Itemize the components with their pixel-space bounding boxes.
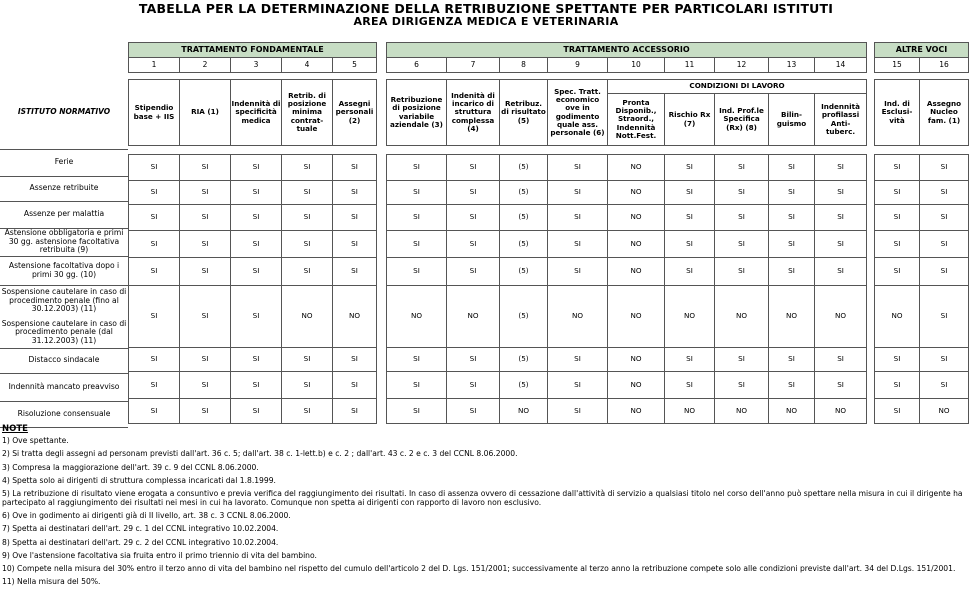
table-cell: SI <box>282 348 333 372</box>
table-cell: SI <box>548 181 608 205</box>
column-header: Indenità di incarico di struttura complessa (4) <box>447 80 500 146</box>
table-cell: SI <box>129 231 180 258</box>
table-row <box>875 258 969 286</box>
table-row <box>387 348 867 372</box>
column-number: 8 <box>500 58 548 73</box>
note-item: 1) Ove spettante. <box>2 436 69 446</box>
table-cell: SI <box>715 181 769 205</box>
spacer <box>129 73 377 80</box>
table-cell: (5) <box>500 231 548 258</box>
row-label: Sospensione cautelare in caso di procedimento penale (fino al 30.12.2003) (11) <box>1 287 127 313</box>
table-cell: SI <box>129 348 180 372</box>
table-cell: (5) <box>500 348 548 372</box>
table-cell: SI <box>665 348 715 372</box>
table-cell: SI <box>815 372 867 399</box>
table-cell: (5) <box>500 258 548 286</box>
table-cell: SI <box>769 181 815 205</box>
table-cell: SI <box>920 372 969 399</box>
table-cell: (5) <box>500 372 548 399</box>
table-cell: SI <box>333 258 377 286</box>
table-row <box>129 258 377 286</box>
table-cell: SI <box>282 231 333 258</box>
column-number: 13 <box>769 58 815 73</box>
table-cell: SI <box>180 231 231 258</box>
trattamento-accessorio-block <box>386 42 867 424</box>
table-cell: NO <box>447 286 500 348</box>
note-item: 7) Spetta ai destinatari dell'art. 29 c. 1 del CCNL integrativo 10.02.2004. <box>2 524 279 534</box>
table-cell: SI <box>769 155 815 181</box>
table-cell: SI <box>180 399 231 424</box>
table-cell: SI <box>282 155 333 181</box>
table-cell: SI <box>769 231 815 258</box>
table-row <box>129 231 377 258</box>
table-row <box>129 348 377 372</box>
column-header: Retribuz. di risultato (5) <box>500 80 548 146</box>
table-cell: SI <box>769 348 815 372</box>
table-cell: SI <box>231 205 282 231</box>
table-cell: SI <box>333 155 377 181</box>
column-header: Ind. di Esclusi-vità <box>875 80 920 146</box>
notes-title: NOTE <box>2 424 28 434</box>
column-header: Assegno Nucleo fam. (1) <box>920 80 969 146</box>
table-cell: SI <box>875 205 920 231</box>
table-cell: SI <box>231 258 282 286</box>
table-cell: (5) <box>500 205 548 231</box>
column-number: 5 <box>333 58 377 73</box>
table-row <box>129 372 377 399</box>
table-cell: SI <box>129 399 180 424</box>
row-label: Indennità mancato preavviso <box>8 381 120 391</box>
table-row <box>875 399 969 424</box>
table-cell: SI <box>180 372 231 399</box>
table-row <box>387 286 867 348</box>
spacer <box>387 73 867 80</box>
table-cell: SI <box>875 231 920 258</box>
table-cell: SI <box>875 258 920 286</box>
table-cell: NO <box>608 155 665 181</box>
row-label: Astensione obbligatoria e primi 30 gg. astensione facoltativa retribuita (9) <box>4 228 124 255</box>
table-row <box>875 286 969 348</box>
table-cell: NO <box>665 399 715 424</box>
table-cell: NO <box>282 286 333 348</box>
spacer <box>387 146 867 155</box>
table-cell: SI <box>333 205 377 231</box>
table-cell: NO <box>387 286 447 348</box>
table-cell: SI <box>387 181 447 205</box>
table-row <box>875 231 969 258</box>
table-cell: SI <box>129 286 180 348</box>
column-number: 6 <box>387 58 447 73</box>
row-label: Ferie <box>54 157 74 167</box>
table-cell: SI <box>231 348 282 372</box>
table-cell: NO <box>548 286 608 348</box>
table-cell: NO <box>715 286 769 348</box>
trattamento-fondamentale-block <box>128 42 377 424</box>
table-cell: SI <box>231 372 282 399</box>
table-cell: NO <box>608 231 665 258</box>
table-cell: SI <box>129 258 180 286</box>
note-item: 5) La retribuzione di risultato viene erogata a consuntivo e previa verifica del raggiungimento dei risultati. In caso di assenza ovvero di cessazione dall'attività di servizio a qualsiasi titolo nel corso dell'anno può spettare nella misura in cui il dirigente ha partecipato al raggiungimento dei risultati nei mesi in cui ha lavorato. Comunque non spetta ai dirigenti con rapporto di lavoro non esclusivo. <box>2 489 963 507</box>
column-header: RIA (1) <box>180 80 231 146</box>
column-header: Ind. Prof.le Specifica (Rx) (8) <box>715 94 769 146</box>
table-cell: SI <box>815 181 867 205</box>
column-number: 1 <box>129 58 180 73</box>
table-cell: SI <box>920 181 969 205</box>
table-cell: SI <box>333 231 377 258</box>
table-cell: SI <box>129 372 180 399</box>
table-cell: NO <box>769 286 815 348</box>
table-cell: SI <box>548 155 608 181</box>
row-label: Risoluzione consensuale <box>17 408 111 418</box>
table-cell: SI <box>387 258 447 286</box>
column-number: 11 <box>665 58 715 73</box>
table-cell: SI <box>815 231 867 258</box>
table-cell: SI <box>920 348 969 372</box>
note-item: 4) Spetta solo ai dirigenti di struttura complessa incaricati dal 1.8.1999. <box>2 475 276 485</box>
table-cell: SI <box>447 348 500 372</box>
group-header: TRATTAMENTO ACCESSORIO <box>387 43 867 58</box>
table-row <box>387 231 867 258</box>
table-cell: SI <box>920 286 969 348</box>
column-number: 7 <box>447 58 500 73</box>
column-header: Indennità profilassi Anti- tuberc. <box>815 94 867 146</box>
column-number: 16 <box>920 58 969 73</box>
table-cell: NO <box>500 399 548 424</box>
table-cell: SI <box>548 205 608 231</box>
table-cell: NO <box>715 399 769 424</box>
table-cell: SI <box>231 399 282 424</box>
table-cell: NO <box>608 286 665 348</box>
table-cell: SI <box>875 372 920 399</box>
table-cell: SI <box>129 155 180 181</box>
data-table <box>128 42 377 424</box>
table-cell: (5) <box>500 155 548 181</box>
table-cell: SI <box>387 231 447 258</box>
table-cell: NO <box>608 399 665 424</box>
column-number: 9 <box>548 58 608 73</box>
table-cell: NO <box>815 286 867 348</box>
column-number: 15 <box>875 58 920 73</box>
table-row <box>387 372 867 399</box>
row-label: Assenze retribuite <box>29 183 99 193</box>
table-cell: SI <box>715 231 769 258</box>
column-header: Spec. Tratt. economico ove in godimento quale ass. personale (6) <box>548 80 608 146</box>
table-cell: SI <box>548 231 608 258</box>
table-cell: SI <box>387 399 447 424</box>
note-item: 8) Spetta ai destinatari dell'art. 29 c. 2 del CCNL integrativo 10.02.2004. <box>2 537 279 547</box>
note-item: 11) Nella misura del 50%. <box>2 577 101 587</box>
table-cell: SI <box>447 258 500 286</box>
page-subtitle: AREA DIRIGENZA MEDICA E VETERINARIA <box>353 15 619 28</box>
table-cell: NO <box>608 181 665 205</box>
table-cell: SI <box>282 205 333 231</box>
spacer <box>875 146 969 155</box>
table-cell: SI <box>387 155 447 181</box>
note-item: 3) Compresa la maggiorazione dell'art. 39 c. 9 del CCNL 8.06.2000. <box>2 462 259 472</box>
table-cell: SI <box>875 399 920 424</box>
table-row <box>387 181 867 205</box>
notes-section <box>2 424 968 592</box>
table-cell: SI <box>715 372 769 399</box>
table-cell: (5) <box>500 181 548 205</box>
column-header: Retribuzione di posizione variabile aziendale (3) <box>387 80 447 146</box>
table-cell: SI <box>548 348 608 372</box>
table-cell: SI <box>715 348 769 372</box>
table-cell: SI <box>180 258 231 286</box>
table-row <box>129 205 377 231</box>
table-cell: SI <box>447 231 500 258</box>
table-cell: SI <box>665 205 715 231</box>
column-number: 10 <box>608 58 665 73</box>
table-cell: NO <box>665 286 715 348</box>
table-cell: SI <box>333 348 377 372</box>
table-cell: SI <box>129 181 180 205</box>
table-cell: SI <box>920 205 969 231</box>
table-cell: SI <box>180 155 231 181</box>
table-cell: (5) <box>500 286 548 348</box>
note-item: 6) Ove in godimento ai dirigenti già di II livello, art. 38 c. 3 CCNL 8.06.2000. <box>2 511 291 521</box>
table-row <box>387 205 867 231</box>
table-cell: SI <box>769 372 815 399</box>
table-cell: SI <box>548 372 608 399</box>
note-item: 2) Si tratta degli assegni ad personam previsti dall'art. 36 c. 5; dall'art. 38 c. 1-lett.b) e c. 2 ; dall'art. 43 c. 2 e c. 3 del CCNL 8.06.2000. <box>2 449 518 459</box>
table-cell: NO <box>608 348 665 372</box>
table-cell: SI <box>333 372 377 399</box>
spacer <box>875 73 969 80</box>
row-label: Assenze per malattia <box>23 209 105 219</box>
notes-list <box>2 437 968 587</box>
table-cell: SI <box>333 181 377 205</box>
table-cell: SI <box>180 181 231 205</box>
table-cell: SI <box>715 205 769 231</box>
table-cell: NO <box>608 372 665 399</box>
table-cell: SI <box>387 372 447 399</box>
table-cell: SI <box>231 181 282 205</box>
table-cell: SI <box>769 258 815 286</box>
column-header: Bilin-guismo <box>769 94 815 146</box>
table-cell: NO <box>920 399 969 424</box>
table-row <box>387 399 867 424</box>
table-cell: SI <box>665 258 715 286</box>
table-cell: SI <box>180 348 231 372</box>
column-number: 14 <box>815 58 867 73</box>
table-cell: SI <box>231 286 282 348</box>
table-cell: SI <box>447 372 500 399</box>
table-cell: SI <box>231 231 282 258</box>
group-header: TRATTAMENTO FONDAMENTALE <box>129 43 377 58</box>
column-header: Pronta Disponib., Straord., Indennità Nott.Fest. <box>608 94 665 146</box>
column-header: Rischio Rx (7) <box>665 94 715 146</box>
table-cell: SI <box>665 181 715 205</box>
row-label: Astensione facoltativa dopo i primi 30 gg. (10) <box>8 261 120 279</box>
table-cell: SI <box>715 258 769 286</box>
table-cell: SI <box>815 205 867 231</box>
table-cell: SI <box>447 155 500 181</box>
table-row <box>875 348 969 372</box>
table-row <box>875 155 969 181</box>
column-number: 12 <box>715 58 769 73</box>
table-cell: SI <box>129 205 180 231</box>
table-cell: SI <box>815 155 867 181</box>
table-cell: SI <box>875 181 920 205</box>
table-cell: SI <box>282 399 333 424</box>
group-header: ALTRE VOCI <box>875 43 969 58</box>
column-number: 3 <box>231 58 282 73</box>
data-table <box>874 42 969 424</box>
table-cell: SI <box>548 258 608 286</box>
table-cell: SI <box>665 155 715 181</box>
table-row <box>129 181 377 205</box>
table-row <box>875 181 969 205</box>
table-cell: SI <box>548 399 608 424</box>
table-row <box>129 399 377 424</box>
table-cell: SI <box>665 372 715 399</box>
column-header: Indennità di specificità medica <box>231 80 282 146</box>
table-cell: SI <box>387 205 447 231</box>
table-cell: SI <box>875 155 920 181</box>
table-row <box>875 205 969 231</box>
table-cell: SI <box>387 348 447 372</box>
table-cell: SI <box>815 348 867 372</box>
note-item: 10) Compete nella misura del 30% entro il terzo anno di vita del bambino nel rispetto del cumulo dell'articolo 2 del D. Lgs. 151/2001; successivamente al terzo anno la retribuzione compete solo alle condizioni previste dall'art. 34 del D.Lgs. 151/2001. <box>2 564 956 574</box>
table-row <box>875 372 969 399</box>
table-cell: SI <box>180 205 231 231</box>
table-row <box>387 155 867 181</box>
table-cell: SI <box>282 372 333 399</box>
table-cell: SI <box>920 155 969 181</box>
table-cell: NO <box>875 286 920 348</box>
table-cell: SI <box>665 231 715 258</box>
condizioni-di-lavoro-header: CONDIZIONI DI LAVORO <box>608 80 867 94</box>
table-cell: SI <box>815 258 867 286</box>
data-table <box>386 42 867 424</box>
column-header: Stipendio base + IIS <box>129 80 180 146</box>
table-cell: SI <box>180 286 231 348</box>
table-cell: SI <box>920 231 969 258</box>
altre-voci-block <box>874 42 969 424</box>
note-item: 9) Ove l'astensione facoltativa sia fruita entro il primo triennio di vita del bambino. <box>2 550 317 560</box>
table-cell: NO <box>815 399 867 424</box>
table-cell: SI <box>447 205 500 231</box>
table-cell: SI <box>447 181 500 205</box>
row-label: Sospensione cautelare in caso di procedimento penale (dal 31.12.2003) (11) <box>1 318 127 345</box>
istituto-normativo-label: ISTITUTO NORMATIVO <box>17 107 111 116</box>
table-cell: NO <box>769 399 815 424</box>
table-row <box>129 286 377 348</box>
table-cell: NO <box>608 205 665 231</box>
table-cell: SI <box>920 258 969 286</box>
table-row <box>387 258 867 286</box>
table-cell: SI <box>715 155 769 181</box>
column-header: Assegni personali (2) <box>333 80 377 146</box>
table-cell: SI <box>333 399 377 424</box>
row-label: Distacco sindacale <box>28 355 100 365</box>
table-cell: SI <box>282 258 333 286</box>
spacer <box>129 146 377 155</box>
column-header: Retrib. di posizione minima contrat-tuale <box>282 80 333 146</box>
table-cell: NO <box>333 286 377 348</box>
page-title: TABELLA PER LA DETERMINAZIONE DELLA RETRIBUZIONE SPETTANTE PER PARTICOLARI ISTITUTI <box>138 1 834 16</box>
table-cell: SI <box>231 155 282 181</box>
table-cell: SI <box>769 205 815 231</box>
table-cell: SI <box>875 348 920 372</box>
column-number: 4 <box>282 58 333 73</box>
table-cell: SI <box>282 181 333 205</box>
table-cell: NO <box>608 258 665 286</box>
table-cell: SI <box>447 399 500 424</box>
table-row <box>129 155 377 181</box>
column-number: 2 <box>180 58 231 73</box>
